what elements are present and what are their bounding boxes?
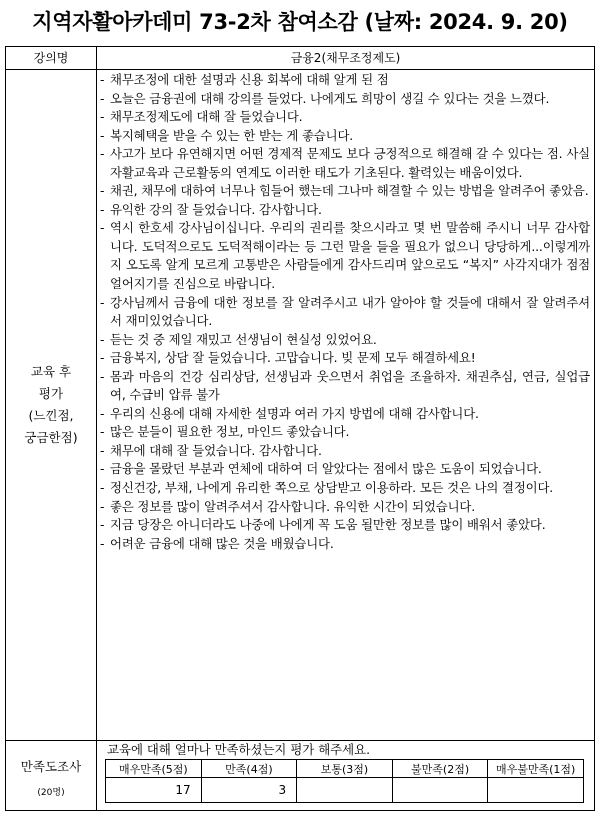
comment-list <box>100 71 590 553</box>
bullet-dash: - <box>100 294 105 310</box>
comment-text: 역시 한호세 강사님이십니다. 우리의 권리를 찾으시라고 몇 번 말씀해 주시니 너무 감사합니다. 도덕적으로도 도덕적해이라는 등 그런 말을 들을 필요가 없으니 당당하게...이렇게까지 오도록 알게 모르게 고통받은 사람들에게 감사드리며 앞으로도 “복지” 사각지대가 점점 얼어지기를 진심으로 바랍니다. <box>110 220 590 292</box>
bullet-dash: - <box>100 498 105 514</box>
lecture-name-label: 강의명 <box>6 47 97 69</box>
evaluation-row <box>6 70 594 741</box>
comment-text: 지금 당장은 아니더라도 나중에 나에게 꼭 도움 될만한 정보를 많이 배워서 좋았다. <box>110 517 546 533</box>
comment-text: 복지혜택을 받을 수 있는 한 받는 게 좋습니다. <box>110 127 354 143</box>
comment-item <box>100 498 590 517</box>
comment-item <box>100 442 590 461</box>
evaluation-label-line: 평가 <box>38 386 64 401</box>
comment-text: 오늘은 금융권에 대해 강의를 들었다. 나에게도 희망이 생길 수 있다는 것을 느꼈다. <box>110 90 550 106</box>
comment-text: 유익한 강의 잘 들었습니다. 감사합니다. <box>110 201 322 217</box>
score-header-very-satisfied: 매우만족(5점) <box>106 760 202 778</box>
comment-text: 듣는 것 중 제일 재밌고 선생님이 현실성 있었어요. <box>110 331 377 347</box>
score-count-very-satisfied: 17 <box>106 778 202 803</box>
comment-text: 정신건강, 부채, 나에게 유리한 쪽으로 상담받고 이용하라. 모든 것은 나의 결정이다. <box>110 480 554 496</box>
satisfaction-label: 만족도조사 <box>20 759 82 774</box>
bullet-dash: - <box>100 350 105 366</box>
satisfaction-label-cell <box>6 741 97 810</box>
comment-item <box>100 219 590 293</box>
bullet-dash: - <box>100 90 105 106</box>
bullet-dash: - <box>100 72 105 87</box>
bullet-dash: - <box>100 480 105 496</box>
bullet-dash: - <box>100 442 105 458</box>
score-count-dissatisfied <box>392 778 488 803</box>
bullet-dash: - <box>100 405 105 421</box>
bullet-dash: - <box>100 368 105 384</box>
bullet-dash: - <box>100 220 105 236</box>
comment-item <box>100 127 590 146</box>
comment-item <box>100 535 590 554</box>
bullet-dash: - <box>100 517 105 533</box>
comment-item <box>100 349 590 368</box>
comment-text: 몸과 마음의 건강 심리상담, 선생님과 웃으면서 취업을 조율하자. 채권추심, 연금, 실업급여, 수급비 압류 불가 <box>110 368 590 403</box>
comment-text: 채무에 대해 잘 들었습니다. 감사합니다. <box>110 442 322 458</box>
comment-item <box>100 145 590 182</box>
satisfaction-row <box>6 741 594 810</box>
lecture-name-value: 금융2(채무조정제도) <box>290 51 401 65</box>
comment-item <box>100 423 590 442</box>
comment-item <box>100 71 590 90</box>
comment-item <box>100 90 590 109</box>
evaluation-label-line: (느낀점, <box>28 408 74 423</box>
satisfaction-score-table <box>105 759 584 803</box>
lecture-row <box>6 47 594 70</box>
comment-text: 채무조정에 대한 설명과 신용 회복에 대해 알게 된 점 <box>110 72 389 87</box>
score-count-satisfied: 3 <box>201 778 297 803</box>
bullet-dash: - <box>100 109 105 125</box>
score-header-very-dissatisfied: 매우불만족(1점) <box>488 760 584 778</box>
score-header-dissatisfied: 불만족(2점) <box>392 760 488 778</box>
respondent-count: (20명) <box>37 788 65 798</box>
bullet-dash: - <box>100 127 105 143</box>
comment-item <box>100 331 590 350</box>
comment-text: 좋은 정보를 많이 알려주셔서 감사합니다. 유익한 시간이 되었습니다. <box>110 498 476 514</box>
comment-text: 채권, 채무에 대하여 너무나 힘들어 했는데 그나마 해결할 수 있는 방법을 알려주어 좋았음. <box>110 183 589 199</box>
score-header-satisfied: 만족(4점) <box>201 760 297 778</box>
comment-text: 많은 분들이 필요한 정보, 마인드 좋았습니다. <box>110 424 350 440</box>
evaluation-label-line: 궁금한점) <box>24 430 78 445</box>
bullet-dash: - <box>100 424 105 440</box>
comment-text: 채무조정제도에 대해 잘 들었습니다. <box>110 109 303 125</box>
comment-text: 사고가 보다 유연해지면 어떤 경제적 문제도 보다 긍정적으로 해결해 갈 수 있다는 점. 사실 자활교육과 근로활동의 연계도 이러한 태도가 기초된다. 활력있는 배움이었다. <box>110 146 590 180</box>
evaluation-label-line: 교육 후 <box>30 364 72 379</box>
comment-item <box>100 460 590 479</box>
score-header-neutral: 보통(3점) <box>297 760 393 778</box>
document-title: 지역자활아카데미 73-2차 참여소감 (날짜: 2024. 9. 20) <box>32 10 568 34</box>
bullet-dash: - <box>100 331 105 347</box>
bullet-dash: - <box>100 461 105 477</box>
comment-item <box>100 108 590 127</box>
comment-text: 어려운 금융에 대해 많은 것을 배웠습니다. <box>110 535 334 551</box>
bullet-dash: - <box>100 201 105 217</box>
score-count-very-dissatisfied <box>488 778 584 803</box>
comment-item <box>100 201 590 220</box>
comment-item <box>100 516 590 535</box>
comment-item <box>100 182 590 201</box>
comment-item <box>100 405 590 424</box>
comment-item <box>100 479 590 498</box>
comment-text: 강사님께서 금융에 대한 정보를 잘 알려주시고 내가 알아야 할 것들에 대해서 잘 알려주셔서 재미있었습니다. <box>110 294 590 329</box>
comment-item <box>100 368 590 405</box>
bullet-dash: - <box>100 146 105 162</box>
comment-text: 우리의 신용에 대해 자세한 설명과 여러 가지 방법에 대해 감사합니다. <box>110 405 479 421</box>
bullet-dash: - <box>100 535 105 551</box>
comment-item <box>100 294 590 331</box>
satisfaction-question: 교육에 대해 얼마나 만족하셨는지 평가 해주세요. <box>107 742 371 757</box>
evaluation-label <box>6 70 97 740</box>
comment-text: 금융복지, 상담 잘 들었습니다. 고맙습니다. 빚 문제 모두 해결하세요! <box>110 350 476 366</box>
bullet-dash: - <box>100 183 105 199</box>
survey-table <box>5 46 595 811</box>
score-count-neutral <box>297 778 393 803</box>
comment-text: 금융을 몰랐던 부분과 연체에 대하여 더 알았다는 점에서 많은 도움이 되었습니다. <box>110 461 542 477</box>
